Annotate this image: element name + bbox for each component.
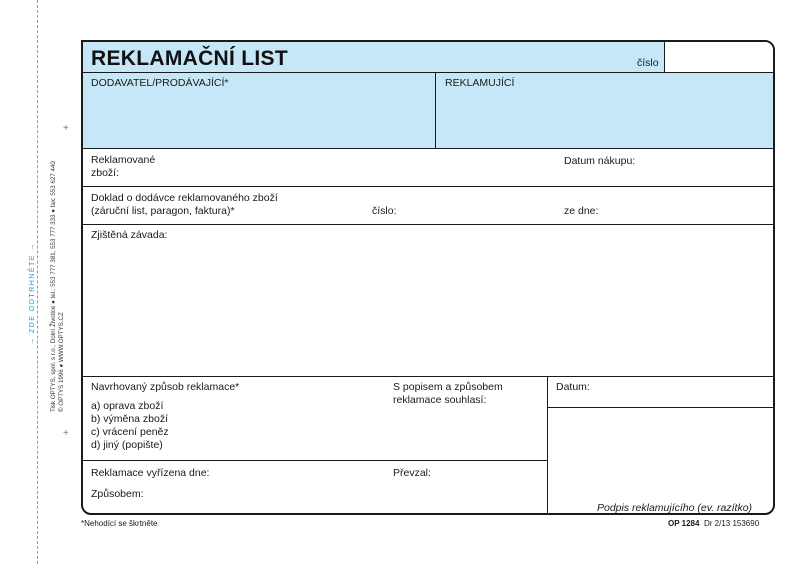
claimant-label: REKLAMUJÍCÍ [445,77,515,89]
printer-info: Tisk OPTYS, spol. s r.o., Dolní Životice ● tel.: 553 777 381, 553 777 333 ● fax: 553 627 440 [50,161,57,412]
signature-field[interactable] [548,408,773,503]
resolved-date-label: Reklamace vyřízena dne: [91,467,210,479]
document-label: Doklad o dodávce reklamovaného zboží (záruční list, paragon, faktura)* [91,192,278,217]
claimant-field[interactable] [436,86,773,148]
complaint-form [81,40,775,515]
form-code: OP 1284 [668,519,700,528]
option-other[interactable]: d) jiný (popište) [91,439,163,451]
form-number-label: číslo [637,57,659,69]
goods-field[interactable] [143,152,553,184]
printer-copyright: © OPTYS 1996 ● WWW.OPTYS.CZ [58,312,65,412]
purchase-date-label: Datum nákupu: [564,155,636,167]
footer-note: *Nehodící se škrtněte [81,519,158,528]
form-title: REKLAMAČNÍ LIST [91,47,288,70]
form-edition: Dr 2/13 153690 [704,519,760,528]
document-date-label: ze dne: [564,205,599,217]
method-title: Navrhovaný způsob reklamace* [91,381,240,393]
manner-label: Způsobem: [91,488,144,500]
date-field[interactable] [603,377,773,407]
registration-mark: + [63,428,69,439]
agreement-label: S popisem a způsobem reklamace souhlasí: [393,381,503,406]
defect-label: Zjištěná závada: [91,229,168,241]
document-number-label: číslo: [372,205,397,217]
registration-mark: + [63,123,69,134]
goods-label: Reklamované zboží: [91,154,156,179]
signature-label: Podpis reklamujícího (ev. razítko) [597,502,753,514]
taken-by-label: Převzal: [393,467,431,479]
date-label: Datum: [556,381,590,393]
supplier-field[interactable] [83,86,435,148]
cut-instruction: → ZDE ODTRHNĚTE → [29,242,36,345]
option-repair[interactable]: a) oprava zboží [91,400,164,412]
option-refund[interactable]: c) vrácení peněz [91,426,169,438]
defect-field[interactable] [83,244,773,376]
supplier-label: DODAVATEL/PRODÁVAJÍCÍ* [91,77,229,89]
form-number-field[interactable] [665,42,773,72]
option-replacement[interactable]: b) výměna zboží [91,413,169,425]
cut-line [37,0,38,564]
